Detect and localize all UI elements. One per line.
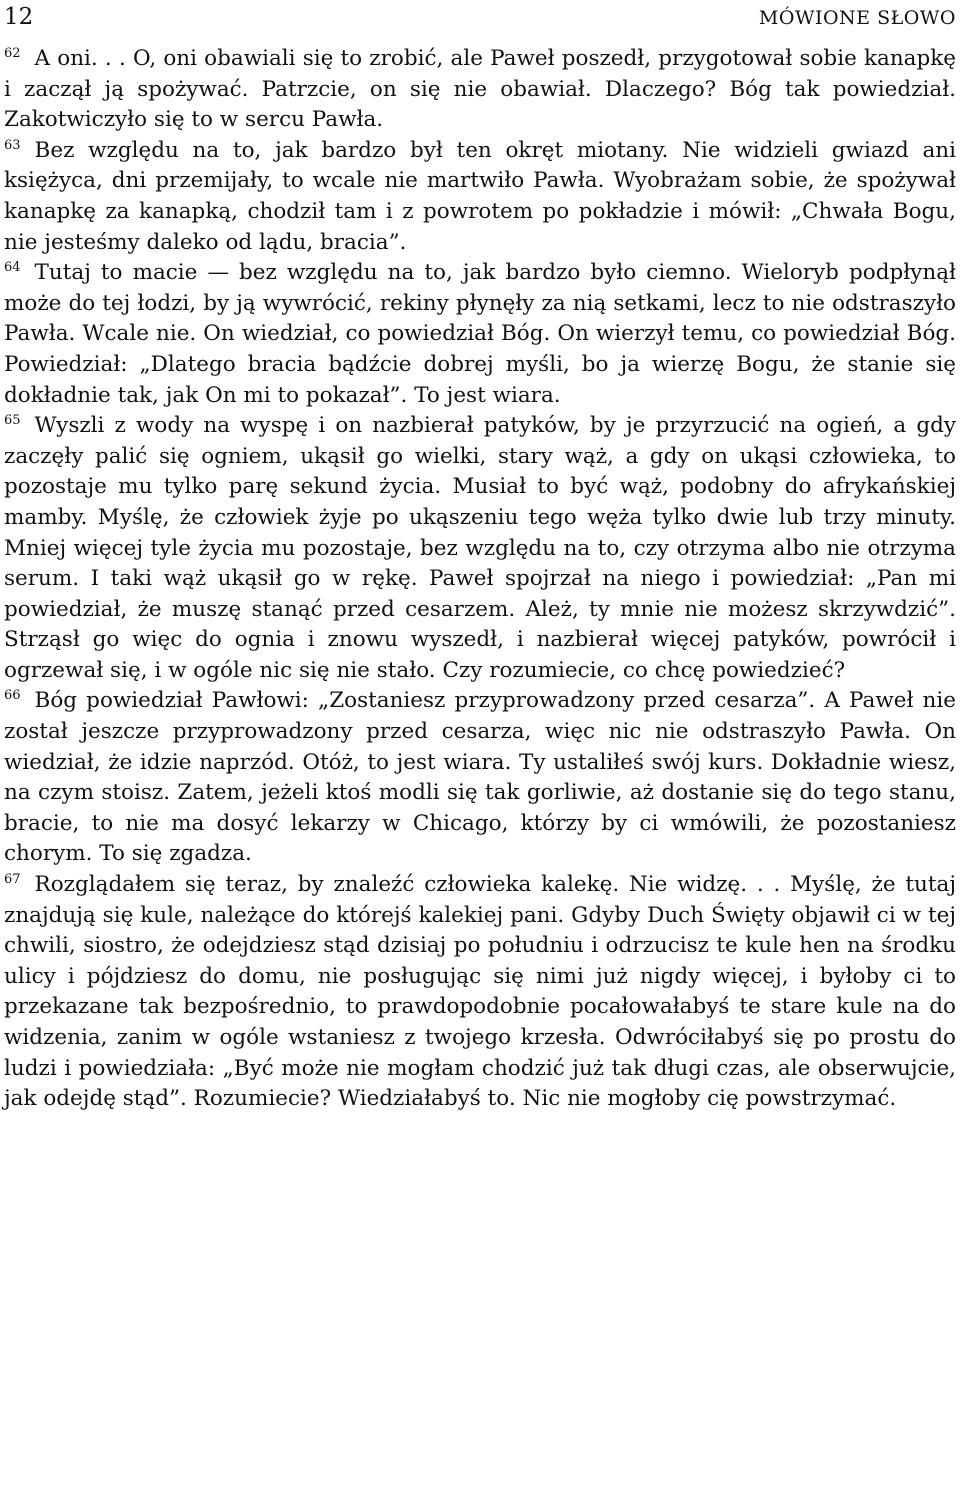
paragraph-number: 65 bbox=[4, 413, 21, 429]
paragraph-text: A oni. . . O, oni obawiali się to zrobić, ale Paweł poszedł, przygotował sobie kanapkę i zaczął ją spożywać. Patrzcie, on się nie obawiał. Dlaczego? Bóg tak powiedział. Zakotwiczyło się to w sercu Pawła. bbox=[4, 46, 956, 133]
paragraph bbox=[4, 870, 956, 1115]
paragraph-number: 64 bbox=[4, 260, 21, 276]
paragraph bbox=[4, 686, 956, 870]
paragraph bbox=[4, 44, 956, 136]
paragraph-text: Bóg powiedział Pawłowi: „Zostaniesz przyprowadzony przed cesarza”. A Paweł nie został jeszcze przyprowadzony przed cesarza, więc nic nie odstraszyło Pawła. On wiedział, że idzie naprzód. Otóż, to jest wiara. Ty ustaliłeś swój kurs. Dokładnie wiesz, na czym stoisz. Zatem, jeżeli ktoś modli się tak gorliwie, aż dostanie się do tego stanu, bracie, to nie ma dosyć lekarzy w Chicago, którzy by ci wmówili, że pozostaniesz chorym. To się zgadza. bbox=[4, 688, 956, 867]
paragraph-number: 63 bbox=[4, 137, 21, 153]
paragraph-text: Rozglądałem się teraz, by znaleźć człowieka kalekę. Nie widzę. . . Myślę, że tutaj znajdują się kule, należące do którejś kalekiej pani. Gdyby Duch Święty objawił ci w tej chwili, siostro, że odejdziesz stąd dzisiaj po południu i odrzucisz te kule hen na środku ulicy i pójdziesz do domu, nie posługując się nimi już nigdy więcej, i byłoby ci to przekazane tak bezpośrednio, to prawdopodobnie pocałowałabyś te stare kule na do widzenia, zanim w ogóle wstaniesz z twojego krzesła. Odwróciłabyś się po prostu do ludzi i powiedziała: „Być może nie mogłam chodzić już tak długi czas, ale obserwujcie, jak odejdę stąd”. Rozumiecie? Wiedziałabyś to. Nic nie mogłoby cię powstrzymać. bbox=[4, 872, 956, 1112]
page-header bbox=[4, 0, 956, 44]
paragraph-text: Bez względu na to, jak bardzo był ten okręt miotany. Nie widzieli gwiazd ani księżyca, dni przemijały, to wcale nie martwiło Pawła. Wyobrażam sobie, że spożywał kanapkę za kanapką, chodził tam i z powrotem po pokładzie i mówił: „Chwała Bogu, nie jesteśmy daleko od lądu, bracia”. bbox=[4, 137, 956, 255]
paragraph bbox=[4, 411, 956, 686]
paragraph bbox=[4, 258, 956, 411]
page-number: 12 bbox=[4, 4, 34, 30]
body-text bbox=[4, 44, 956, 1115]
paragraph-number: 62 bbox=[4, 46, 21, 61]
paragraph bbox=[4, 136, 956, 258]
running-title: MÓWIONE SŁOWO bbox=[758, 7, 956, 29]
paragraph-number: 66 bbox=[4, 688, 21, 704]
paragraph-text: Tutaj to macie — bez względu na to, jak bardzo było ciemno. Wieloryb podpłynął może do tej łodzi, by ją wywrócić, rekiny płynęły za nią setkami, lecz to nie odstraszyło Pawła. Wcale nie. On wiedział, co powiedział Bóg. On wierzył temu, co powiedział Bóg. Powiedział: „Dlatego bracia bądźcie dobrej myśli, bo ja wierzę Bogu, że stanie się dokładnie tak, jak On mi to pokazał”. To jest wiara. bbox=[4, 260, 956, 408]
paragraph-number: 67 bbox=[4, 872, 21, 888]
paragraph-text: Wyszli z wody na wyspę i on nazbierał patyków, by je przyrzucić na ogień, a gdy zaczęły palić się ogniem, ukąsił go wielki, stary wąż, a gdy on ukąsi człowieka, to pozostaje mu tylko parę sekund życia. Musiał to być wąż, podobny do afrykańskiej mamby. Myślę, że człowiek żyje po ukąszeniu tego węża tylko dwie lub trzy minuty. Mniej więcej tyle życia mu pozostaje, bez względu na to, czy otrzyma albo nie otrzyma serum. I taki wąż ukąsił go w rękę. Paweł spojrzał na niego i powiedział: „Pan mi powiedział, że muszę stanąć przed cesarzem. Ależ, ty mnie nie możesz skrzywdzić”. Strząsł go więc do ognia i znowu wyszedł, i nazbierał więcej patyków, powrócił i ogrzewał się, i w ogóle nic się nie stało. Czy rozumiecie, co chcę powiedzieć? bbox=[4, 413, 956, 683]
